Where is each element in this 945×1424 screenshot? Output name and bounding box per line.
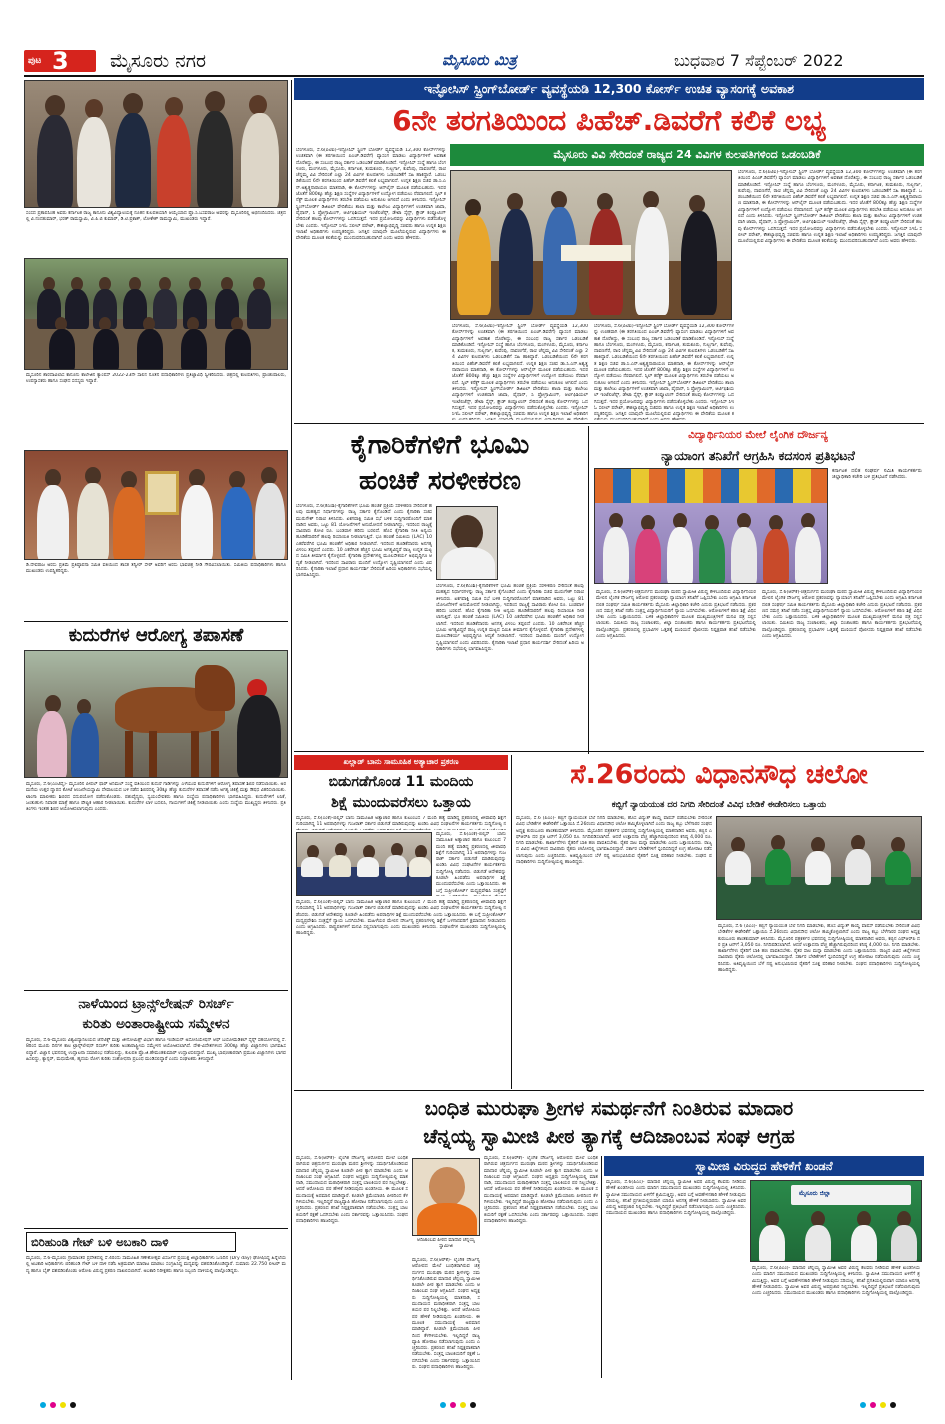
liquor-headline: ಬಿರಿಹುಂಡಿ ಗೇಟ್ ಬಳಿ ಅಬಕಾರಿ ದಾಳಿ	[31, 1235, 169, 1249]
photo-caption-3: ಡಿ.ದೇವರಾಜ ಅರಸು ಪ್ರತಿಮೆ ಪ್ರತಿಷ್ಠಾಪನಾ ಸಮಿತಿ ವತಿಯಿಂದ ಶಾಸಕ ತನ್ವೀರ್ ಸೇಠ್ ಅವರಿಗೆ ಅರಸು ಭಾವಚಿತ್ರ ನೀಡಿ ಗೌರವಿಸಲಾಯಿತು. ಸಮಿತಿಯ ಪದಾಧಿಕಾರಿಗಳು ಹಾಗೂ ಮುಖಂಡರು ಉಪಸ್ಥಿತರಿದ್ದರು.	[26, 563, 286, 575]
protest-body-col-2: ಮೈಸೂರು, ಸೆ.6(ಆರ್‌ಕೆ)-ಚಿತ್ರದುರ್ಗದ ಮುರುಘಾ ಮಠದ ಸ್ವಾಮೀಜಿ ವಿರುದ್ಧ ಕೇಳಿಬಂದಿರುವ ವಿದ್ಯಾರ್ಥಿನಿಯರ ಮೇಲಿನ ಲೈಂಗಿಕ ದೌರ್ಜನ್ಯ ಆರೋಪ ಪ್ರಕರಣವನ್ನು ನ್ಯಾಯಾಂಗ ತನಿಖೆಗೆ ಒಪ್ಪಿಸಬೇಕು ಎಂದು ಆಗ್ರಹಿಸಿ ಕರ್ನಾಟಕ ದಲಿತ ಸಂಘರ್ಷ ಸಮಿತಿ ಕಾರ್ಯಕರ್ತರು ಮೈಸೂರು ಜಿಲ್ಲಾಧಿಕಾರಿ ಕಚೇರಿ ಎದುರು ಪ್ರತಿಭಟನೆ ನಡೆಸಿದರು. ಪ್ರಕರಣದ ಸಮಗ್ರ ತನಿಖೆ ನಡೆಸಿ ಸಂತ್ರಸ್ತ ವಿದ್ಯಾರ್ಥಿನಿಯರಿಗೆ ನ್ಯಾಯ ಒದಗಿಸಬೇಕು. ಆರೋಪಿಗಳಿಗೆ ಕಠಿಣ ಶಿಕ್ಷೆ ವಿಧಿಸಬೇಕು ಎಂದು ಒತ್ತಾಯಿಸಿದರು. ಬಳಿಕ ಜಿಲ್ಲಾಧಿಕಾರಿಗಳ ಮೂಲಕ ಮುಖ್ಯಮಂತ್ರಿಗಳಿಗೆ ಮನವಿ ಪತ್ರ ಸಲ್ಲಿಸಲಾಯಿತು. ಸಮಿತಿಯ ರಾಜ್ಯ ಸಂಚಾಲಕರು, ಜಿಲ್ಲಾ ಸಂಚಾಲಕರು ಹಾಗೂ ಕಾರ್ಯಕರ್ತರು ಪ್ರತಿಭಟನೆಯಲ್ಲಿ ಪಾಲ್ಗೊಂಡಿದ್ದರು. ಪ್ರಕರಣದಲ್ಲಿ ಪ್ರಭಾವಿಗಳ ಒತ್ತಡಕ್ಕೆ ಮಣಿಯದೆ ಪೊಲೀಸರು ನಿಷ್ಪಕ್ಷಪಾತ ತನಿಖೆ ನಡೆಸಬೇಕು ಎಂದು ಆಗ್ರಹಿಸಿದರು.	[762, 590, 922, 640]
photo-farmers-press	[716, 816, 922, 920]
liquor-headline-box	[26, 1232, 236, 1252]
header-rule	[24, 75, 924, 77]
horse-headline: ಕುದುರೆಗಳ ಆರೋಗ್ಯ ತಪಾಸಣೆ	[68, 625, 244, 646]
registration-marks-left	[40, 1400, 100, 1410]
statement-body-col-1: ಮೈಸೂರು, ಸೆ.6(ಪಿಎಂ)- ಮಾದಾರ ಚೆನ್ನಯ್ಯ ಸ್ವಾಮೀಜಿ ಅವರ ವಿರುದ್ಧ ಕೆಲವರು ನೀಡಿರುವ ಹೇಳಿಕೆ ಖಂಡನೀಯ ಎಂದು ಮಾದಿಗ ಸಮುದಾಯದ ಮುಖಂಡರು ಸುದ್ದಿಗೋಷ್ಠಿಯಲ್ಲಿ ತಿಳಿಸಿದರು. ಸ್ವಾಮೀಜಿ ಸಮುದಾಯದ ಏಳಿಗೆಗೆ ಶ್ರಮಿಸುತ್ತಿದ್ದು, ಅವರ ಬಗ್ಗೆ ಅವಹೇಳನಕಾರಿ ಹೇಳಿಕೆ ನೀಡುವುದು ಸರಿಯಲ್ಲ. ತನಿಖೆ ಪ್ರಗತಿಯಲ್ಲಿರುವಾಗ ಯಾರೂ ಅನಗತ್ಯ ಹೇಳಿಕೆ ನೀಡಬಾರದು. ಸ್ವಾಮೀಜಿ ಅವರ ವಿರುದ್ಧ ಅಪಪ್ರಚಾರ ನಿಲ್ಲಿಸಬೇಕು. ಇಲ್ಲದಿದ್ದರೆ ಪ್ರತಿಭಟನೆ ನಡೆಸಲಾಗುವುದು ಎಂದು ಎಚ್ಚರಿಸಿದರು. ಸಮುದಾಯದ ಮುಖಂಡರು ಹಾಗೂ ಪದಾಧಿಕಾರಿಗಳು ಸುದ್ದಿಗೋಷ್ಠಿಯಲ್ಲಿ ಪಾಲ್ಗೊಂಡಿದ್ದರು.	[606, 1180, 746, 1217]
protest-headline: ನ್ಯಾಯಾಂಗ ತನಿಖೆಗೆ ಆಗ್ರಹಿಸಿ ಕದಸಂಸ ಪ್ರತಿಭಟನೆ	[661, 448, 855, 463]
photo-caption-1: ಸಂಸದ ಪ್ರತಾಪಸಿಂಹ ಅವರು ಕರ್ನಾಟಕ ರಾಜ್ಯ ಕಾನೂನು ವಿಶ್ವವಿದ್ಯಾಲಯಕ್ಕೆ ನೂತನ ಕುಲಪತಿಯಾಗಿ ಆಯ್ಕೆಯಾದ ಪ್ರೊ.ಸಿ.ಬಸವರಾಜ ಅವರನ್ನು ಮೈಸೂರಿನಲ್ಲಿ ಅಭಿನಂದಿಸಿದರು. ಚಿತ್ರದಲ್ಲಿ ವಿ.ನಂದಕುಮಾರ್, ಭರತ್ ರಾಮಸ್ವಾಮಿ, ವಿ.ಪಿ.ಬಿ ಕುಮಾರ್, ಡಿ.ಟಿ.ಪ್ರಕಾಶ್, ಲೋಕೇಶ್ ರಾಮಸ್ವಾಮಿ, ಮುಖಂಡರು ಇದ್ದಾರೆ.	[26, 211, 286, 223]
lead-kicker-bar	[294, 78, 924, 100]
masthead: ಮೈಸೂರು ಮಿತ್ರ	[442, 51, 517, 69]
column-rule	[291, 80, 292, 1380]
land-body-col-2: ಬೆಂಗಳೂರು, ಸೆ.6(ಕೆಎಂಶಿ)-ಕೈಗಾರಿಕೆಗಳಿಗೆ ಭೂಮಿ ಹಂಚಿಕೆ ಪ್ರಕ್ರಿಯೆ ಸರಳೀಕರಣ ಸೇರಿದಂತೆ ಹಲವು ಮಹತ್ವದ ನಿರ್ಧಾರಗಳನ್ನು ರಾಜ್ಯ ಸರ್ಕಾರ ಕೈಗೊಂಡಿದೆ ಎಂದು ಕೈಗಾರಿಕಾ ಸಚಿವ ಮುರುಗೇಶ್ ನಿರಾಣಿ ತಿಳಿಸಿದರು. ಏಕಗವಾಕ್ಷಿ ಸಮಿತಿ ಸಭೆ ಬಳಿಕ ಸುದ್ದಿಗಾರರೊಂದಿಗೆ ಮಾತನಾಡಿದ ಅವರು, ಒಟ್ಟು 81 ಯೋಜನೆಗಳಿಗೆ ಅನುಮೋದನೆ ನೀಡಲಾಗಿದ್ದು, ಇದರಿಂದ ರಾಜ್ಯಕ್ಕೆ ಸಾವಿರಾರು ಕೋಟಿ ರೂ. ಬಂಡವಾಳ ಹರಿದು ಬರಲಿದೆ. ಹೊಸ ಕೈಗಾರಿಕಾ ನೀತಿ ಅನ್ವಯ ಹೂಡಿಕೆದಾರರಿಗೆ ಹಲವು ರಿಯಾಯಿತಿ ನೀಡಲಾಗುತ್ತಿದೆ. ಭೂ ಹಂಚಿಕೆ ಸಮಿತಿಯ (LAC) 10 ಎಕರೆವರೆಗಿನ ಭೂಮಿ ಹಂಚಿಕೆಗೆ ಅಧಿಕಾರ ನೀಡಲಾಗಿದೆ. ಇದರಿಂದ ಹೂಡಿಕೆದಾರರು ಅನಗತ್ಯ ವಿಳಂಬ ತಪ್ಪಲಿದೆ ಎಂದರು. 10 ಎಕರೆಗಿಂತ ಹೆಚ್ಚಿನ ಭೂಮಿ ಅಗತ್ಯವಿದ್ದರೆ ರಾಜ್ಯ ಉನ್ನತ ಮಟ್ಟದ ಸಮಿತಿ ತೀರ್ಮಾನ ಕೈಗೊಳ್ಳಲಿದೆ. ಕೈಗಾರಿಕಾ ಪ್ರದೇಶಗಳಲ್ಲಿ ಮೂಲಸೌಕರ್ಯ ಅಭಿವೃದ್ಧಿಗೂ ಆದ್ಯತೆ ನೀಡಲಾಗಿದೆ. ಇದರಿಂದ ಸಾವಿರಾರು ಮಂದಿಗೆ ಉದ್ಯೋಗ ಸೃಷ್ಟಿಯಾಗಲಿದೆ ಎಂದು ವಿವರಿಸಿದರು. ಕೈಗಾರಿಕಾ ಇಲಾಖೆ ಪ್ರಧಾನ ಕಾರ್ಯದರ್ಶಿ ಸೇರಿದಂತೆ ಹಿರಿಯ ಅಧಿಕಾರಿಗಳು ಸಭೆಯಲ್ಲಿ ಭಾಗವಹಿಸಿದ್ದರು.	[436, 584, 584, 652]
conference-body: ಮೈಸೂರು, ಸೆ.6-ಮೈಸೂರು ವಿಶ್ವವಿದ್ಯಾನಿಲಯದ ಜೆನೆಟಿಕ್ಸ್ ಮತ್ತು ಜೀನೋಮಿಕ್ಸ್ ವಿಭಾಗ ಹಾಗೂ ಇಂಡಿಯನ್ ಅಸೋಸಿಯೇಷನ್ ಆಫ್ ಬಯೋಮೆಡಿಕಲ್ ಸೈನ್ಸ್ ಸಹಯೋಗದಲ್ಲಿ ಸೆ.8ರಿಂದ ಮೂರು ದಿನಗಳ ಕಾಲ ಟ್ರಾನ್ಸ್‌ಲೇಷನ್ ರಿಸರ್ಚ್ ಕುರಿತು ಅಂತಾರಾಷ್ಟ್ರೀಯ ಸಮ್ಮೇಳನ ಆಯೋಜಿಸಲಾಗಿದೆ. ದೇಶ-ವಿದೇಶಗಳಿಂದ 300ಕ್ಕೂ ಹೆಚ್ಚು ವಿಜ್ಞಾನಿಗಳು ಭಾಗವಹಿಸಲಿದ್ದಾರೆ. ವಿಜ್ಞಾನ ಭವನದಲ್ಲಿ ಉದ್ಘಾಟನಾ ಸಮಾರಂಭ ನಡೆಯಲಿದ್ದು, ಕುಲಪತಿ ಪ್ರೊ.ಜಿ.ಹೇಮಂತಕುಮಾರ್ ಉದ್ಘಾಟಿಸಲಿದ್ದಾರೆ. ಮುಖ್ಯ ಭಾಷಣಕಾರರಾಗಿ ಪ್ರಮುಖ ವಿಜ್ಞಾನಿಗಳು ಭಾಗವಹಿಸಲಿದ್ದು, ಕ್ಯಾನ್ಸರ್, ಮಧುಮೇಹ, ಹೃದಯ ರೋಗ ಕುರಿತು ಸಂಶೋಧನಾ ಪ್ರಬಂಧ ಮಂಡಿಸಲಿದ್ದಾರೆ ಎಂದು ಸಂಘಟಕರು ತಿಳಿಸಿದ್ದಾರೆ.	[26, 1038, 286, 1062]
lead-body-col-2: ಬೆಂಗಳೂರು, ಸೆ.6(ಪಿಟಿಐ)-ಇನ್ಫೋಸಿಸ್ ಸ್ಪ್ರಿಂಗ್ ಬೋರ್ಡ್ ವ್ಯವಸ್ಥೆಯಡಿ 12,300 ಕೋರ್ಸ್‌ಗಳನ್ನು ಉಚಿತವಾಗಿ (ಈ ತರಗತಿಯಿಂದ ಪಿಎಚ್.ಡಿವರೆಗೆ) ವ್ಯಾಸಂಗ ಮಾಡಲು ವಿದ್ಯಾರ್ಥಿಗಳಿಗೆ ಅವಕಾಶ ದೊರೆತಿದ್ದು, ಈ ಸಂಬಂಧ ರಾಜ್ಯ ಸರ್ಕಾರ ಒಡಂಬಡಿಕೆ ಮಾಡಿಕೊಂಡಿದೆ. ಇನ್ಫೋಸಿಸ್ ಸಂಸ್ಥೆ ಹಾಗೂ ಬೆಂಗಳೂರು, ಮಂಗಳೂರು, ಮೈಸೂರು, ಕರ್ನಾಟಕ, ತುಮಕೂರು, ಗುಲ್ಬರ್ಗಾ, ಕುವೆಂಪು, ದಾವಣಗೆರೆ, ರಾಣಿ ಚೆನ್ನಮ್ಮ ವಿವಿ ಸೇರಿದಂತೆ ಎಲ್ಲಾ 24 ವಿವಿಗಳ ಕುಲಪತಿಗಳು ಒಡಂಬಡಿಕೆಗೆ ಸಹಿ ಹಾಕಿದ್ದಾರೆ. ಒಡಂಬಡಿಕೆಯಿಂದ 6ನೇ ತರಗತಿಯಿಂದ ಪಿಹೆಚ್.ಡಿವರೆಗೆ ಕಲಿಕೆ ಲಭ್ಯವಾಗಲಿದೆ. ಉನ್ನತ ಶಿಕ್ಷಣ ಸಚಿವ ಡಾ.ಸಿ.ಎನ್.ಅಶ್ವತ್ಥನಾರಾಯಣ ಮಾತನಾಡಿ, ಈ ಕೋರ್ಸ್‌ಗಳನ್ನು ಆನ್‌ಲೈನ್ ಮೂಲಕ ಪಡೆಯಬಹುದು. ಇದರ ಜೊತೆಗೆ 800ಕ್ಕೂ ಹೆಚ್ಚು ಶಿಕ್ಷಣ ಸಂಸ್ಥೆಗಳ ವಿದ್ಯಾರ್ಥಿಗಳಿಗೆ ಉದ್ಯೋಗ ಪಡೆಯಲು ನೆರವಾಗಲಿದೆ. ಸ್ಕಿಲ್ ಕನೆಕ್ಟ್ ಮೂಲಕ ವಿದ್ಯಾರ್ಥಿಗಳು ತರಬೇತಿ ಪಡೆಯಲು ಅನುಕೂಲ ಆಗಲಿದೆ ಎಂದು ತಿಳಿಸಿದರು. ಇನ್ಫೋಸಿಸ್ ಸ್ಪ್ರಿಂಗ್‌ಬೋರ್ಡ್ ಡಿಜಿಟಲ್ ವೇದಿಕೆಯು ಶಾಲಾ ಮತ್ತು ಕಾಲೇಜು ವಿದ್ಯಾರ್ಥಿಗಳಿಗೆ ಉಚಿತವಾಗಿ ಜಾವಾ, ಪೈಥಾನ್, ಸಿ ಪ್ರೋಗ್ರಾಮಿಂಗ್, ಆರ್ಟಿಫಿಶಿಯಲ್ ಇಂಟೆಲಿಜೆನ್ಸ್, ಡೇಟಾ ಸೈನ್ಸ್, ಕ್ಲೌಡ್ ಕಂಪ್ಯೂಟಿಂಗ್ ಸೇರಿದಂತೆ ಹಲವು ಕೋರ್ಸ್‌ಗಳನ್ನು ಒದಗಿಸುತ್ತದೆ. ಇದರ ಪ್ರಯೋಜನವನ್ನು ವಿದ್ಯಾರ್ಥಿಗಳು ಪಡೆದುಕೊಳ್ಳಬೇಕು ಎಂದರು. ಇನ್ಫೋಸಿಸ್ ಸಿಇಓ ಸಲೀಲ್ ಪರೇಖ್, ಕೌಶಲ್ಯಾಭಿವೃದ್ಧಿ ಸಚಿವರು ಹಾಗೂ ಉನ್ನತ ಶಿಕ್ಷಣ ಇಲಾಖೆ ಅಧಿಕಾರಿಗ	[452, 324, 588, 418]
lead-subhead: ಮೈಸೂರು ವಿವಿ ಸೇರಿದಂತೆ ರಾಜ್ಯದ 24 ವಿವಿಗಳ ಕುಲಪತಿಗಳಿಂದ ಒಡಂಬಡಿಕೆ	[553, 148, 821, 161]
horse-body: ಮೈಸೂರು, ಸೆ.6(ಎಂಟಿವೈ)- ಮೈಸೂರಿನ ಪೀಪಲ್ ಫಾರ್ ಅನಿಮಲ್ ಸಂಸ್ಥೆ ವತಿಯಿಂದ ಕುದುರೆ ಗಾಡಿಗಳನ್ನು ಎಳೆಯುವ ಕುದುರೆಗಳಿಗೆ ಆರೋಗ್ಯ ತಪಾಸಣೆ ಶಿಬಿರ ನಡೆಸಲಾಯಿತು. ಅರಮನೆಯ ಉತ್ತರ ದ್ವಾರದ ಕೋಟೆ ಆಂಜನೇಯಸ್ವಾಮಿ ದೇವಾಲಯದ ಬಳಿ ನಡೆದ ಶಿಬಿರದಲ್ಲಿ 30ಕ್ಕೂ ಹೆಚ್ಚು ಕುದುರೆಗಳ ತಪಾಸಣೆ ನಡೆಸಿ ಅಗತ್ಯ ಚಿಕಿತ್ಸೆ ಮತ್ತು ಔಷಧ ವಿತರಿಸಲಾಯಿತು. ಟಾಂಗಾ ಮಾಲೀಕರು ಶಿಬಿರದ ಸದುಪಯೋಗ ಪಡೆದುಕೊಂಡರು. ಪಶುವೈದ್ಯರು, ಸ್ವಯಂಸೇವಕರು ಹಾಗೂ ಸಂಸ್ಥೆಯ ಪದಾಧಿಕಾರಿಗಳು ಭಾಗವಹಿಸಿದ್ದರು. ಕುದುರೆಗಳಿಗೆ ಲಸಿಕೆ, ಜಂತುಹುಳು ನಿವಾರಕ ಮಾತ್ರೆ ಹಾಗೂ ಪೌಷ್ಟಿಕ ಆಹಾರ ನೀಡಲಾಯಿತು. ಕುದುರೆಗಳ ಲಾಳ ಬದಲಿಸಿ, ಗಾಯಗಳಿಗೆ ಚಿಕಿತ್ಸೆ ನೀಡಲಾಯಿತು ಎಂದು ಸಂಸ್ಥೆಯ ಮುಖ್ಯಸ್ಥರು ತಿಳಿಸಿದರು. ಪ್ರತಿ ತಿಂಗಳು ಇಂತಹ ಶಿಬಿರ ಆಯೋಜಿಸಲಾಗುವುದು ಎಂದರು.	[26, 782, 286, 813]
statement-banner-text: ಮೈಸೂರು ಜಿಲ್ಲಾ	[799, 1190, 831, 1197]
statement-headline: ಸ್ವಾಮೀಜಿ ವಿರುದ್ಧದ ಹೇಳಿಕೆಗೆ ಖಂಡನೆ	[695, 1159, 833, 1173]
photo-law-college	[24, 258, 288, 370]
divider	[294, 751, 924, 752]
madara-headline-2: ಚೆನ್ನಯ್ಯ ಸ್ವಾಮೀಜಿ ಪೀಠ ತ್ಯಾಗಕ್ಕೆ ಆದಿಜಾಂಬವ ಸಂಘ ಆಗ್ರಹ	[423, 1125, 795, 1148]
bidugade-body-col-2: ಮೈಸೂರು, ಸೆ.6(ಎಂಕೆ)-ಬಿಲ್ಕಿಸ್ ಬಾನು ಸಾಮೂಹಿಕ ಅತ್ಯಾಚಾರ ಹಾಗೂ ಕುಟುಂಬದ 7 ಮಂದಿ ಹತ್ಯೆ ಮಾಡಿದ್ದ ಪ್ರಕರಣದಲ್ಲಿ ಜೀವಾವಧಿ ಶಿಕ್ಷೆಗೆ ಗುರಿಯಾಗಿದ್ದ 11 ಅಪರಾಧಿಗಳನ್ನು ಗುಜರಾತ್ ಸರ್ಕಾರ ಬಿಡುಗಡೆ ಮಾಡಿರುವುದನ್ನು ಖಂಡಿಸಿ ವಿವಿಧ ಸಂಘಟನೆಗಳ ಕಾರ್ಯಕರ್ತರು ಸುದ್ದಿಗೋಷ್ಠಿ ನಡೆಸಿದರು. ಬಿಡುಗಡೆ ಆದೇಶವನ್ನು ಕೂಡಲೇ ಹಿಂಪಡೆದು ಅಪರಾಧಿಗಳ ಶಿಕ್ಷೆ ಮುಂದುವರೆಸಬೇಕು ಎಂದು ಒತ್ತಾಯಿಸಿದರು. ಈ ಬಗ್ಗೆ ಸುಪ್ರೀಂಕೋರ್ಟ್ ಮಧ್ಯಪ್ರವೇಶಿಸಿ ಸಂತ್ರಸ್ತೆಗೆ ನ್ಯಾಯ ಒದಗಿಸಬೇಕು. ಮಹಿಳೆಯರ ಮೇಲಿನ ದೌರ್ಜನ್ಯ ಪ್ರಕರಣಗಳಲ್ಲಿ ಶಿಕ್ಷೆಗೆ ಒಳಗಾದವರಿಗೆ ಕ್ಷಮಾದಾನ ನೀಡಬಾರದು ಎಂದು ಆಗ್ರಹಿಸಿದರು. ರಾಷ್ಟ್ರಪತಿಗಳಿಗೆ ಮನವಿ ಸಲ್ಲಿಸಲಾಗುವುದು ಎಂದು ಮುಖಂಡರು ತಿಳಿಸಿದರು. ಸಂಘಟನೆಗಳ ಮುಖಂಡರು ಸುದ್ದಿಗೋಷ್ಠಿಯಲ್ಲಿ ಹಾಜರಿದ್ದರು.	[296, 900, 506, 937]
registration-marks-center	[440, 1400, 500, 1410]
photo-protest	[594, 468, 828, 584]
divider	[294, 423, 924, 424]
lead-body-col-4: ಬೆಂಗಳೂರು, ಸೆ.6(ಪಿಟಿಐ)-ಇನ್ಫೋಸಿಸ್ ಸ್ಪ್ರಿಂಗ್ ಬೋರ್ಡ್ ವ್ಯವಸ್ಥೆಯಡಿ 12,300 ಕೋರ್ಸ್‌ಗಳನ್ನು ಉಚಿತವಾಗಿ (ಈ ತರಗತಿಯಿಂದ ಪಿಎಚ್.ಡಿವರೆಗೆ) ವ್ಯಾಸಂಗ ಮಾಡಲು ವಿದ್ಯಾರ್ಥಿಗಳಿಗೆ ಅವಕಾಶ ದೊರೆತಿದ್ದು, ಈ ಸಂಬಂಧ ರಾಜ್ಯ ಸರ್ಕಾರ ಒಡಂಬಡಿಕೆ ಮಾಡಿಕೊಂಡಿದೆ. ಇನ್ಫೋಸಿಸ್ ಸಂಸ್ಥೆ ಹಾಗೂ ಬೆಂಗಳೂರು, ಮಂಗಳೂರು, ಮೈಸೂರು, ಕರ್ನಾಟಕ, ತುಮಕೂರು, ಗುಲ್ಬರ್ಗಾ, ಕುವೆಂಪು, ದಾವಣಗೆರೆ, ರಾಣಿ ಚೆನ್ನಮ್ಮ ವಿವಿ ಸೇರಿದಂತೆ ಎಲ್ಲಾ 24 ವಿವಿಗಳ ಕುಲಪತಿಗಳು ಒಡಂಬಡಿಕೆಗೆ ಸಹಿ ಹಾಕಿದ್ದಾರೆ. ಒಡಂಬಡಿಕೆಯಿಂದ 6ನೇ ತರಗತಿಯಿಂದ ಪಿಹೆಚ್.ಡಿವರೆಗೆ ಕಲಿಕೆ ಲಭ್ಯವಾಗಲಿದೆ. ಉನ್ನತ ಶಿಕ್ಷಣ ಸಚಿವ ಡಾ.ಸಿ.ಎನ್.ಅಶ್ವತ್ಥನಾರಾಯಣ ಮಾತನಾಡಿ, ಈ ಕೋರ್ಸ್‌ಗಳನ್ನು ಆನ್‌ಲೈನ್ ಮೂಲಕ ಪಡೆಯಬಹುದು. ಇದರ ಜೊತೆಗೆ 800ಕ್ಕೂ ಹೆಚ್ಚು ಶಿಕ್ಷಣ ಸಂಸ್ಥೆಗಳ ವಿದ್ಯಾರ್ಥಿಗಳಿಗೆ ಉದ್ಯೋಗ ಪಡೆಯಲು ನೆರವಾಗಲಿದೆ. ಸ್ಕಿಲ್ ಕನೆಕ್ಟ್ ಮೂಲಕ ವಿದ್ಯಾರ್ಥಿಗಳು ತರಬೇತಿ ಪಡೆಯಲು ಅನುಕೂಲ ಆಗಲಿದೆ ಎಂದು ತಿಳಿಸಿದರು. ಇನ್ಫೋಸಿಸ್ ಸ್ಪ್ರಿಂಗ್‌ಬೋರ್ಡ್ ಡಿಜಿಟಲ್ ವೇದಿಕೆಯು ಶಾಲಾ ಮತ್ತು ಕಾಲೇಜು ವಿದ್ಯಾರ್ಥಿಗಳಿಗೆ ಉಚಿತವಾಗಿ ಜಾವಾ, ಪೈಥಾನ್, ಸಿ ಪ್ರೋಗ್ರಾಮಿಂಗ್, ಆರ್ಟಿಫಿಶಿಯಲ್ ಇಂಟೆಲಿಜೆನ್ಸ್, ಡೇಟಾ ಸೈನ್ಸ್, ಕ್ಲೌಡ್ ಕಂಪ್ಯೂಟಿಂಗ್ ಸೇರಿದಂತೆ ಹಲವು ಕೋರ್ಸ್‌ಗಳನ್ನು ಒದಗಿಸುತ್ತದೆ. ಇದರ ಪ್ರಯೋಜನವನ್ನು ವಿದ್ಯಾರ್ಥಿಗಳು ಪಡೆದುಕೊಳ್ಳಬೇಕು ಎಂದರು. ಇನ್ಫೋಸಿಸ್ ಸಿಇಓ ಸಲೀಲ್ ಪರೇಖ್, ಕೌಶಲ್ಯಾಭಿವೃದ್ಧಿ ಸಚಿವರು ಹಾಗೂ ಉನ್ನತ ಶಿಕ್ಷಣ ಇಲಾಖೆ ಅಧಿಕಾರಿಗಳು ಉಪಸ್ಥಿತರಿದ್ದರು. ಜಗತ್ತಿನ ಯಾವುದೇ ಮೂಲೆಯಲ್ಲಿರುವ ವಿದ್ಯಾರ್ಥಿಗಳು ಈ ವೇದಿಕೆಯ ಮೂಲಕ ಕಲಿಕೆಯನ್ನು ಮುಂದುವರಿಸಬಹುದಾಗಿದೆ ಎಂದು ಅವರು ಹೇಳಿದರು.	[738, 170, 922, 245]
column-rule	[511, 755, 512, 1089]
lead-kicker: ಇನ್ಫೋಸಿಸ್ ಸ್ಪ್ರಿಂಗ್‌ಬೋರ್ಡ್ ವ್ಯವಸ್ಥೆಯಡಿ 12,300 ಕೋರ್ಸ್ ಉಚಿತ ವ್ಯಾಸಂಗಕ್ಕೆ ಅವಕಾಶ	[423, 81, 795, 96]
column-rule	[588, 426, 589, 754]
protest-kicker: ವಿದ್ಯಾರ್ಥಿನಿಯರ ಮೇಲೆ ಲೈಂಗಿಕ ದೌರ್ಜನ್ಯ	[688, 429, 828, 441]
photo-madara-swamiji	[412, 1158, 480, 1236]
divider	[24, 1228, 288, 1229]
vidhana-body-col-2: ಮೈಸೂರು, ಸೆ.6 (ಪಿಎಂ)- ಕಬ್ಬಿಗೆ ನ್ಯಾಯಯುತ ಬೆಲೆ ನಿಗದಿ ಮಾಡಬೇಕು, ಹೊಸ ವಿದ್ಯುತ್ ಕಾಯ್ದೆ ವಾಪಸ್ ಪಡೆಯಬೇಕು ಸೇರಿದಂತೆ ವಿವಿಧ ಬೇಡಿಕೆಗಳ ಈಡೇರಿಕೆಗೆ ಒತ್ತಾಯಿಸಿ ಸೆ.26ರಂದು ವಿಧಾನಸೌಧ ಚಲೋ ಹಮ್ಮಿಕೊಳ್ಳಲಾಗಿದೆ ಎಂದು ರಾಜ್ಯ ಕಬ್ಬು ಬೆಳೆಗಾರರ ಸಂಘದ ಅಧ್ಯಕ್ಷ ಕುರುಬೂರು ಶಾಂತಕುಮಾರ್ ತಿಳಿಸಿದರು. ಮೈಸೂರಿನ ಪತ್ರಕರ್ತರ ಭವನದಲ್ಲಿ ಸುದ್ದಿಗೋಷ್ಠಿಯಲ್ಲಿ ಮಾತನಾಡಿದ ಅವರು, ಕಬ್ಬಿನ ಎಫ್‌ಆರ್‌ಪಿ ದರ ಪ್ರತಿ ಟನ್‌ಗೆ 3,050 ರೂ. ನಿಗದಿಪಡಿಸಲಾಗಿದೆ. ಆದರೆ ಉತ್ಪಾದನಾ ವೆಚ್ಚ ಹೆಚ್ಚಾಗಿರುವುದರಿಂದ ಕನಿಷ್ಠ 4,000 ರೂ. ನಿಗದಿ ಮಾಡಬೇಕು. ಕಾರ್ಖಾನೆಗಳು ರೈತರಿಗೆ ಬಾಕಿ ಹಣ ಪಾವತಿಸಬೇಕು. ರೈತರ ಸಾಲ ಮನ್ನಾ ಮಾಡಬೇಕು ಎಂದು ಒತ್ತಾಯಿಸಿದರು. ರಾಜ್ಯದ ವಿವಿಧ ಜಿಲ್ಲೆಗಳಿಂದ ಸಾವಿರಾರು ರೈತರು ಚಲೋದಲ್ಲಿ ಭಾಗವಹಿಸಲಿದ್ದಾರೆ. ಸರ್ಕಾರ ಬೇಡಿಕೆಗಳಿಗೆ ಸ್ಪಂದಿಸದಿದ್ದರೆ ಉಗ್ರ ಹೋರಾಟ ನಡೆಸಲಾಗುವುದು ಎಂದು ಎಚ್ಚರಿಸಿದರು. ಅತಿವೃಷ್ಟಿಯಿಂದ ಬೆಳೆ ನಷ್ಟ ಅನುಭವಿಸಿರುವ ರೈತರಿಗೆ ಸೂಕ್ತ ಪರಿಹಾರ ನೀಡಬೇಕು. ಸಂಘದ ಪದಾಧಿಕಾರಿಗಳು ಸುದ್ದಿಗೋಷ್ಠಿಯಲ್ಲಿ ಹಾಜರಿದ್ದರು.	[718, 924, 920, 974]
madara-body-col-3: ಮೈಸೂರು, ಸೆ.6(ಆರ್‌ಕೆ)- ಲೈಂಗಿಕ ದೌರ್ಜನ್ಯ ಆರೋಪದ ಮೇಲೆ ಬಂಧಿತರಾಗಿರುವ ಚಿತ್ರದುರ್ಗದ ಮುರುಘಾ ಮಠದ ಶ್ರೀಗಳನ್ನು ಸಮರ್ಥಿಸಿಕೊಂಡಿರುವ ಮಾದಾರ ಚೆನ್ನಯ್ಯ ಸ್ವಾಮೀಜಿ ಕೂಡಲೇ ಪೀಠ ತ್ಯಾಗ ಮಾಡಬೇಕು ಎಂದು ಆದಿಜಾಂಬವ ಸಂಘ ಆಗ್ರಹಿಸಿದೆ. ಸಂಘದ ಅಧ್ಯಕ್ಷರು ಸುದ್ದಿಗೋಷ್ಠಿಯಲ್ಲಿ ಮಾತನಾಡಿ, ಸಮುದಾಯದ ಮಠಾಧೀಶರಾಗಿ ಸಂತ್ರಸ್ತ ಬಾಲಕಿಯರ ಪರ ನಿಲ್ಲಬೇಕಿತ್ತು. ಆದರೆ ಆರೋಪಿಯ ಪರ ಹೇಳಿಕೆ ನೀಡಿರುವುದು ಖಂಡನೀಯ. ಈ ಮೂಲಕ ಸಮುದಾಯಕ್ಕೆ ಅಪಮಾನ ಮಾಡಿದ್ದಾರೆ. ಕೂಡಲೇ ಕ್ಷಮೆಯಾಚಿಸಿ ಪೀಠದಿಂದ ಕೆಳಗಿಳಿಯಬೇಕು. ಇಲ್ಲದಿದ್ದರೆ ರಾಜ್ಯವ್ಯಾಪಿ ಹೋರಾಟ ನಡೆಸಲಾಗುವುದು ಎಂದು ಎಚ್ಚರಿಸಿದರು. ಪ್ರಕರಣದ ತನಿಖೆ ನಿಷ್ಪಕ್ಷಪಾತವಾಗಿ ನಡೆಯಬೇಕು. ಸಂತ್ರಸ್ತ ಬಾಲಕಿಯರಿಗೆ ರಕ್ಷಣೆ ಒದಗಿಸಬೇಕು ಎಂದು ಸರ್ಕಾರವನ್ನು ಒತ್ತಾಯಿಸಿದರು. ಸಂಘದ ಪದಾಧಿಕಾರಿಗಳು ಹಾಜರಿದ್ದರು.	[484, 1156, 598, 1224]
land-headline-1: ಕೈಗಾರಿಕೆಗಳಿಗೆ ಭೂಮಿ	[350, 430, 530, 460]
vidhana-headline: ಸೆ.26ರಂದು ವಿಧಾನಸೌಧ ಚಲೋ	[570, 759, 868, 790]
madara-body-col-2: ಮೈಸೂರು, ಸೆ.6(ಆರ್‌ಕೆ)- ಲೈಂಗಿಕ ದೌರ್ಜನ್ಯ ಆರೋಪದ ಮೇಲೆ ಬಂಧಿತರಾಗಿರುವ ಚಿತ್ರದುರ್ಗದ ಮುರುಘಾ ಮಠದ ಶ್ರೀಗಳನ್ನು ಸಮರ್ಥಿಸಿಕೊಂಡಿರುವ ಮಾದಾರ ಚೆನ್ನಯ್ಯ ಸ್ವಾಮೀಜಿ ಕೂಡಲೇ ಪೀಠ ತ್ಯಾಗ ಮಾಡಬೇಕು ಎಂದು ಆದಿಜಾಂಬವ ಸಂಘ ಆಗ್ರಹಿಸಿದೆ. ಸಂಘದ ಅಧ್ಯಕ್ಷರು ಸುದ್ದಿಗೋಷ್ಠಿಯಲ್ಲಿ ಮಾತನಾಡಿ, ಸಮುದಾಯದ ಮಠಾಧೀಶರಾಗಿ ಸಂತ್ರಸ್ತ ಬಾಲಕಿಯರ ಪರ ನಿಲ್ಲಬೇಕಿತ್ತು. ಆದರೆ ಆರೋಪಿಯ ಪರ ಹೇಳಿಕೆ ನೀಡಿರುವುದು ಖಂಡನೀಯ. ಈ ಮೂಲಕ ಸಮುದಾಯಕ್ಕೆ ಅಪಮಾನ ಮಾಡಿದ್ದಾರೆ. ಕೂಡಲೇ ಕ್ಷಮೆಯಾಚಿಸಿ ಪೀಠದಿಂದ ಕೆಳಗಿಳಿಯಬೇಕು. ಇಲ್ಲದಿದ್ದರೆ ರಾಜ್ಯವ್ಯಾಪಿ ಹೋರಾಟ ನಡೆಸಲಾಗುವುದು ಎಂದು ಎಚ್ಚರಿಸಿದರು. ಪ್ರಕರಣದ ತನಿಖೆ ನಿಷ್ಪಕ್ಷಪಾತವಾಗಿ ನಡೆಯಬೇಕು. ಸಂತ್ರಸ್ತ ಬಾಲಕಿಯರಿಗೆ ರಕ್ಷಣೆ ಒದಗಿಸಬೇಕು ಎಂದು ಸರ್ಕಾರವನ್ನು ಒತ್ತಾಯಿಸಿದರು. ಸಂಘದ ಪದಾಧಿಕಾರಿಗಳು ಹಾಜರಿದ್ದರು.	[412, 1258, 480, 1371]
statement-headline-bar	[604, 1156, 924, 1176]
conference-headline-2: ಕುರಿತು ಅಂತಾರಾಷ್ಟ್ರೀಯ ಸಮ್ಮೇಳನ	[82, 1016, 230, 1032]
vidhana-subhead: ಕಬ್ಬಿಗೆ ನ್ಯಾಯಯುತ ದರ ನಿಗದಿ ಸೇರಿದಂತೆ ವಿವಿಧ ಬೇಡಿಕೆ ಈಡೇರಿಸಲು ಒತ್ತಾಯ	[611, 800, 827, 810]
madara-headline-1: ಬಂಧಿತ ಮುರುಘಾ ಶ್ರೀಗಳ ಸಮರ್ಥನೆಗೆ ನಿಂತಿರುವ ಮಾದಾರ	[424, 1097, 794, 1120]
registration-marks-right	[860, 1400, 920, 1410]
bidugade-body-col-1: ಮೈಸೂರು, ಸೆ.6(ಎಂಕೆ)-ಬಿಲ್ಕಿಸ್ ಬಾನು ಸಾಮೂಹಿಕ ಅತ್ಯಾಚಾರ ಹಾಗೂ ಕುಟುಂಬದ 7 ಮಂದಿ ಹತ್ಯೆ ಮಾಡಿದ್ದ ಪ್ರಕರಣದಲ್ಲಿ ಜೀವಾವಧಿ ಶಿಕ್ಷೆಗೆ ಗುರಿಯಾಗಿದ್ದ 11 ಅಪರಾಧಿಗಳನ್ನು ಗುಜರಾತ್ ಸರ್ಕಾರ ಬಿಡುಗಡೆ ಮಾಡಿರುವುದನ್ನು ಖಂಡಿಸಿ ವಿವಿಧ ಸಂಘಟನೆಗಳ ಕಾರ್ಯಕರ್ತರು ಸುದ್ದಿಗೋಷ್ಠಿ ನಡೆಸಿದರು. ಬಿಡುಗಡೆ ಆದೇಶವನ್ನು ಕೂಡಲೇ ಹಿಂಪಡೆದು ಅಪರಾಧಿಗಳ ಶಿಕ್ಷೆ ಮುಂದುವರೆಸಬೇಕು ಎಂದು ಒತ್ತಾಯಿಸಿದರು. ಈ ಬಗ್ಗೆ ಸುಪ್ರೀಂಕೋರ್ಟ್ ಮಧ್ಯಪ್ರವೇಶಿಸಿ ಸಂತ್ರಸ್ತೆಗೆ	[436, 832, 506, 894]
bidugade-intro: ಮೈಸೂರು, ಸೆ.6(ಎಂಕೆ)-ಬಿಲ್ಕಿಸ್ ಬಾನು ಸಾಮೂಹಿಕ ಅತ್ಯಾಚಾರ ಹಾಗೂ ಕುಟುಂಬದ 7 ಮಂದಿ ಹತ್ಯೆ ಮಾಡಿದ್ದ ಪ್ರಕರಣದಲ್ಲಿ ಜೀವಾವಧಿ ಶಿಕ್ಷೆಗೆ ಗುರಿಯಾಗಿದ್ದ 11 ಅಪರಾಧಿಗಳನ್ನು ಗುಜರಾತ್ ಸರ್ಕಾರ ಬಿಡುಗಡೆ ಮಾಡಿರುವುದನ್ನು ಖಂಡಿಸಿ ವಿವಿಧ ಸಂಘಟನೆಗಳ ಕಾರ್ಯಕರ್ತರು ಸುದ್ದಿಗೋಷ್ಠಿ ನ	[296, 816, 506, 828]
photo-statement-press	[750, 1180, 922, 1262]
photo-caption-2: ಮೈಸೂರಿನ ಶಾರದಾವಿಲಾಸ ಕಾನೂನು ಕಾಲೇಜಿನ ಕ್ಯಾಂಪಸ್ 2022-23ನೇ ಸಾಲಿನ ನೂತನ ಪದಾಧಿಕಾರಿಗಳು ಪ್ರತಿಜ್ಞಾವಿಧಿ ಸ್ವೀಕರಿಸಿದರು. ಚಿತ್ರದಲ್ಲಿ ಕುಲಪತಿಗಳು, ಪ್ರಾಂಶುಪಾಲರು, ಉಪನ್ಯಾಸಕರು ಹಾಗೂ ಸಂಘದ ಸದಸ್ಯರು ಇದ್ದಾರೆ.	[26, 373, 286, 385]
date-line: ಬುಧವಾರ 7 ಸೆಪ್ಟೆಂಬರ್ 2022	[674, 51, 844, 70]
lead-body-col-1: ಬೆಂಗಳೂರು, ಸೆ.6(ಪಿಟಿಐ)-ಇನ್ಫೋಸಿಸ್ ಸ್ಪ್ರಿಂಗ್ ಬೋರ್ಡ್ ವ್ಯವಸ್ಥೆಯಡಿ 12,300 ಕೋರ್ಸ್‌ಗಳನ್ನು ಉಚಿತವಾಗಿ (ಈ ತರಗತಿಯಿಂದ ಪಿಎಚ್.ಡಿವರೆಗೆ) ವ್ಯಾಸಂಗ ಮಾಡಲು ವಿದ್ಯಾರ್ಥಿಗಳಿಗೆ ಅವಕಾಶ ದೊರೆತಿದ್ದು, ಈ ಸಂಬಂಧ ರಾಜ್ಯ ಸರ್ಕಾರ ಒಡಂಬಡಿಕೆ ಮಾಡಿಕೊಂಡಿದೆ. ಇನ್ಫೋಸಿಸ್ ಸಂಸ್ಥೆ ಹಾಗೂ ಬೆಂಗಳೂರು, ಮಂಗಳೂರು, ಮೈಸೂರು, ಕರ್ನಾಟಕ, ತುಮಕೂರು, ಗುಲ್ಬರ್ಗಾ, ಕುವೆಂಪು, ದಾವಣಗೆರೆ, ರಾಣಿ ಚೆನ್ನಮ್ಮ ವಿವಿ ಸೇರಿದಂತೆ ಎಲ್ಲಾ 24 ವಿವಿಗಳ ಕುಲಪತಿಗಳು ಒಡಂಬಡಿಕೆಗೆ ಸಹಿ ಹಾಕಿದ್ದಾರೆ. ಒಡಂಬಡಿಕೆಯಿಂದ 6ನೇ ತರಗತಿಯಿಂದ ಪಿಹೆಚ್.ಡಿವರೆಗೆ ಕಲಿಕೆ ಲಭ್ಯವಾಗಲಿದೆ. ಉನ್ನತ ಶಿಕ್ಷಣ ಸಚಿವ ಡಾ.ಸಿ.ಎನ್.ಅಶ್ವತ್ಥನಾರಾಯಣ ಮಾತನಾಡಿ, ಈ ಕೋರ್ಸ್‌ಗಳನ್ನು ಆನ್‌ಲೈನ್ ಮೂಲಕ ಪಡೆಯಬಹುದು. ಇದರ ಜೊತೆಗೆ 800ಕ್ಕೂ ಹೆಚ್ಚು ಶಿಕ್ಷಣ ಸಂಸ್ಥೆಗಳ ವಿದ್ಯಾರ್ಥಿಗಳಿಗೆ ಉದ್ಯೋಗ ಪಡೆಯಲು ನೆರವಾಗಲಿದೆ. ಸ್ಕಿಲ್ ಕನೆಕ್ಟ್ ಮೂಲಕ ವಿದ್ಯಾರ್ಥಿಗಳು ತರಬೇತಿ ಪಡೆಯಲು ಅನುಕೂಲ ಆಗಲಿದೆ ಎಂದು ತಿಳಿಸಿದರು. ಇನ್ಫೋಸಿಸ್ ಸ್ಪ್ರಿಂಗ್‌ಬೋರ್ಡ್ ಡಿಜಿಟಲ್ ವೇದಿಕೆಯು ಶಾಲಾ ಮತ್ತು ಕಾಲೇಜು ವಿದ್ಯಾರ್ಥಿಗಳಿಗೆ ಉಚಿತವಾಗಿ ಜಾವಾ, ಪೈಥಾನ್, ಸಿ ಪ್ರೋಗ್ರಾಮಿಂಗ್, ಆರ್ಟಿಫಿಶಿಯಲ್ ಇಂಟೆಲಿಜೆನ್ಸ್, ಡೇಟಾ ಸೈನ್ಸ್, ಕ್ಲೌಡ್ ಕಂಪ್ಯೂಟಿಂಗ್ ಸೇರಿದಂತೆ ಹಲವು ಕೋರ್ಸ್‌ಗಳನ್ನು ಒದಗಿಸುತ್ತದೆ. ಇದರ ಪ್ರಯೋಜನವನ್ನು ವಿದ್ಯಾರ್ಥಿಗಳು ಪಡೆದುಕೊಳ್ಳಬೇಕು ಎಂದರು. ಇನ್ಫೋಸಿಸ್ ಸಿಇಓ ಸಲೀಲ್ ಪರೇಖ್, ಕೌಶಲ್ಯಾಭಿವೃದ್ಧಿ ಸಚಿವರು ಹಾಗೂ ಉನ್ನತ ಶಿಕ್ಷಣ ಇಲಾಖೆ ಅಧಿಕಾರಿಗಳು ಉಪಸ್ಥಿತರಿದ್ದರು. ಜಗತ್ತಿನ ಯಾವುದೇ ಮೂಲೆಯಲ್ಲಿರುವ ವಿದ್ಯಾರ್ಥಿಗಳು ಈ ವೇದಿಕೆಯ ಮೂಲಕ ಕಲಿಕೆಯನ್ನು ಮುಂದುವರಿಸಬಹುದಾಗಿದೆ ಎಂದು ಅವರು ಹೇಳಿದರು.	[296, 148, 446, 242]
divider	[24, 621, 288, 622]
section-title: ಮೈಸೂರು ನಗರ	[110, 50, 207, 72]
photo-felicitation-1	[24, 80, 288, 208]
photo-minister-nirani	[436, 506, 498, 580]
madara-body-col-1: ಮೈಸೂರು, ಸೆ.6(ಆರ್‌ಕೆ)- ಲೈಂಗಿಕ ದೌರ್ಜನ್ಯ ಆರೋಪದ ಮೇಲೆ ಬಂಧಿತರಾಗಿರುವ ಚಿತ್ರದುರ್ಗದ ಮುರುಘಾ ಮಠದ ಶ್ರೀಗಳನ್ನು ಸಮರ್ಥಿಸಿಕೊಂಡಿರುವ ಮಾದಾರ ಚೆನ್ನಯ್ಯ ಸ್ವಾಮೀಜಿ ಕೂಡಲೇ ಪೀಠ ತ್ಯಾಗ ಮಾಡಬೇಕು ಎಂದು ಆದಿಜಾಂಬವ ಸಂಘ ಆಗ್ರಹಿಸಿದೆ. ಸಂಘದ ಅಧ್ಯಕ್ಷರು ಸುದ್ದಿಗೋಷ್ಠಿಯಲ್ಲಿ ಮಾತನಾಡಿ, ಸಮುದಾಯದ ಮಠಾಧೀಶರಾಗಿ ಸಂತ್ರಸ್ತ ಬಾಲಕಿಯರ ಪರ ನಿಲ್ಲಬೇಕಿತ್ತು. ಆದರೆ ಆರೋಪಿಯ ಪರ ಹೇಳಿಕೆ ನೀಡಿರುವುದು ಖಂಡನೀಯ. ಈ ಮೂಲಕ ಸಮುದಾಯಕ್ಕೆ ಅಪಮಾನ ಮಾಡಿದ್ದಾರೆ. ಕೂಡಲೇ ಕ್ಷಮೆಯಾಚಿಸಿ ಪೀಠದಿಂದ ಕೆಳಗಿಳಿಯಬೇಕು. ಇಲ್ಲದಿದ್ದರೆ ರಾಜ್ಯವ್ಯಾಪಿ ಹೋರಾಟ ನಡೆಸಲಾಗುವುದು ಎಂದು ಎಚ್ಚರಿಸಿದರು. ಪ್ರಕರಣದ ತನಿಖೆ ನಿಷ್ಪಕ್ಷಪಾತವಾಗಿ ನಡೆಯಬೇಕು. ಸಂತ್ರಸ್ತ ಬಾಲಕಿಯರಿಗೆ ರಕ್ಷಣೆ ಒದಗಿಸಬೇಕು ಎಂದು ಸರ್ಕಾರವನ್ನು ಒತ್ತಾಯಿಸಿದರು. ಸಂಘದ ಪದಾಧಿಕಾರಿಗಳು ಹಾಜರಿದ್ದರು.	[296, 1156, 408, 1224]
bidugade-headline-1: ಬಿಡುಗಡೆಗೊಂಡ 11 ಮಂದಿಯ	[328, 774, 474, 790]
land-body-col-1: ಬೆಂಗಳೂರು, ಸೆ.6(ಕೆಎಂಶಿ)-ಕೈಗಾರಿಕೆಗಳಿಗೆ ಭೂಮಿ ಹಂಚಿಕೆ ಪ್ರಕ್ರಿಯೆ ಸರಳೀಕರಣ ಸೇರಿದಂತೆ ಹಲವು ಮಹತ್ವದ ನಿರ್ಧಾರಗಳನ್ನು ರಾಜ್ಯ ಸರ್ಕಾರ ಕೈಗೊಂಡಿದೆ ಎಂದು ಕೈಗಾರಿಕಾ ಸಚಿವ ಮುರುಗೇಶ್ ನಿರಾಣಿ ತಿಳಿಸಿದರು. ಏಕಗವಾಕ್ಷಿ ಸಮಿತಿ ಸಭೆ ಬಳಿಕ ಸುದ್ದಿಗಾರರೊಂದಿಗೆ ಮಾತನಾಡಿದ ಅವರು, ಒಟ್ಟು 81 ಯೋಜನೆಗಳಿಗೆ ಅನುಮೋದನೆ ನೀಡಲಾಗಿದ್ದು, ಇದರಿಂದ ರಾಜ್ಯಕ್ಕೆ ಸಾವಿರಾರು ಕೋಟಿ ರೂ. ಬಂಡವಾಳ ಹರಿದು ಬರಲಿದೆ. ಹೊಸ ಕೈಗಾರಿಕಾ ನೀತಿ ಅನ್ವಯ ಹೂಡಿಕೆದಾರರಿಗೆ ಹಲವು ರಿಯಾಯಿತಿ ನೀಡಲಾಗುತ್ತಿದೆ. ಭೂ ಹಂಚಿಕೆ ಸಮಿತಿಯ (LAC) 10 ಎಕರೆವರೆಗಿನ ಭೂಮಿ ಹಂಚಿಕೆಗೆ ಅಧಿಕಾರ ನೀಡಲಾಗಿದೆ. ಇದರಿಂದ ಹೂಡಿಕೆದಾರರು ಅನಗತ್ಯ ವಿಳಂಬ ತಪ್ಪಲಿದೆ ಎಂದರು. 10 ಎಕರೆಗಿಂತ ಹೆಚ್ಚಿನ ಭೂಮಿ ಅಗತ್ಯವಿದ್ದರೆ ರಾಜ್ಯ ಉನ್ನತ ಮಟ್ಟದ ಸಮಿತಿ ತೀರ್ಮಾನ ಕೈಗೊಳ್ಳಲಿದೆ. ಕೈಗಾರಿಕಾ ಪ್ರದೇಶಗಳಲ್ಲಿ ಮೂಲಸೌಕರ್ಯ ಅಭಿವೃದ್ಧಿಗೂ ಆದ್ಯತೆ ನೀಡಲಾಗಿದೆ. ಇದರಿಂದ ಸಾವಿರಾರು ಮಂದಿಗೆ ಉದ್ಯೋಗ ಸೃಷ್ಟಿಯಾಗಲಿದೆ ಎಂದು ವಿವರಿಸಿದರು. ಕೈಗಾರಿಕಾ ಇಲಾಖೆ ಪ್ರಧಾನ ಕಾರ್ಯದರ್ಶಿ ಸೇರಿದಂತೆ ಹಿರಿಯ ಅಧಿಕಾರಿಗಳು ಸಭೆಯಲ್ಲಿ ಭಾಗವಹಿಸಿದ್ದರು.	[296, 504, 432, 579]
page-header	[24, 48, 924, 74]
bidugade-headline-2: ಶಿಕ್ಷೆ ಮುಂದುವರೆಸಲು ಒತ್ತಾಯ	[331, 795, 471, 811]
bidugade-kicker-bar	[294, 755, 508, 770]
protest-body-col-1: ಮೈಸೂರು, ಸೆ.6(ಆರ್‌ಕೆ)-ಚಿತ್ರದುರ್ಗದ ಮುರುಘಾ ಮಠದ ಸ್ವಾಮೀಜಿ ವಿರುದ್ಧ ಕೇಳಿಬಂದಿರುವ ವಿದ್ಯಾರ್ಥಿನಿಯರ ಮೇಲಿನ ಲೈಂಗಿಕ ದೌರ್ಜನ್ಯ ಆರೋಪ ಪ್ರಕರಣವನ್ನು ನ್ಯಾಯಾಂಗ ತನಿಖೆಗೆ ಒಪ್ಪಿಸಬೇಕು ಎಂದು ಆಗ್ರಹಿಸಿ ಕರ್ನಾಟಕ ದಲಿತ ಸಂಘರ್ಷ ಸಮಿತಿ ಕಾರ್ಯಕರ್ತರು ಮೈಸೂರು ಜಿಲ್ಲಾಧಿಕಾರಿ ಕಚೇರಿ ಎದುರು ಪ್ರತಿಭಟನೆ ನಡೆಸಿದರು. ಪ್ರಕರಣದ ಸಮಗ್ರ ತನಿಖೆ ನಡೆಸಿ ಸಂತ್ರಸ್ತ ವಿದ್ಯಾರ್ಥಿನಿಯರಿಗೆ ನ್ಯಾಯ ಒದಗಿಸಬೇಕು. ಆರೋಪಿಗಳಿಗೆ ಕಠಿಣ ಶಿಕ್ಷೆ ವಿಧಿಸಬೇಕು ಎಂದು ಒತ್ತಾಯಿಸಿದರು. ಬಳಿಕ ಜಿಲ್ಲಾಧಿಕಾರಿಗಳ ಮೂಲಕ ಮುಖ್ಯಮಂತ್ರಿಗಳಿಗೆ ಮನವಿ ಪತ್ರ ಸಲ್ಲಿಸಲಾಯಿತು. ಸಮಿತಿಯ ರಾಜ್ಯ ಸಂಚಾಲಕರು, ಜಿಲ್ಲಾ ಸಂಚಾಲಕರು ಹಾಗೂ ಕಾರ್ಯಕರ್ತರು ಪ್ರತಿಭಟನೆಯಲ್ಲಿ ಪಾಲ್ಗೊಂಡಿದ್ದರು. ಪ್ರಕರಣದಲ್ಲಿ ಪ್ರಭಾವಿಗಳ ಒತ್ತಡಕ್ಕೆ ಮಣಿಯದೆ ಪೊಲೀಸರು ನಿಷ್ಪಕ್ಷಪಾತ ತನಿಖೆ ನಡೆಸಬೇಕು ಎಂದು ಆಗ್ರಹಿಸಿದರು.	[596, 590, 756, 640]
liquor-body: ಮೈಸೂರು, ಸೆ.6-ಮೈಸೂರು ಗ್ರಾಮಾಂತರ ಪ್ರದೇಶದಲ್ಲಿ ಸೆ.4ರಂದು ಸಾಮೂಹಿಕ ಗಣೇಶೋತ್ಸವ ವಿಸರ್ಜನೆ ಪ್ರಯುಕ್ತ ಜಿಲ್ಲಾಧಿಕಾರಿಗಳು ಒಣದಿನ (Dry day) ಘೋಷಿಸಿದ್ದ ಹಿನ್ನೆಲೆಯಲ್ಲಿ ಅಬಕಾರಿ ಅಧಿಕಾರಿಗಳು ಬಿರಿಹುಂಡಿ ಗೇಟ್ ಬಳಿ ದಾಳಿ ನಡೆಸಿ ಅಕ್ರಮವಾಗಿ ಮಾರಾಟ ಮಾಡಲು ಸಂಗ್ರಹಿಸಿದ್ದ ಮದ್ಯವನ್ನು ವಶಪಡಿಸಿಕೊಂಡಿದ್ದಾರೆ. ಸುಮಾರು 22.750 ಲೀಟರ್ ಮದ್ಯ ಹಾಗೂ ಬೈಕ್ ವಶಪಡಿಸಿಕೊಂಡು ಆರೋಪಿ ವಿರುದ್ಧ ಪ್ರಕರಣ ದಾಖಲಿಸಲಾಗಿದೆ. ಅಬಕಾರಿ ನಿರೀಕ್ಷಕರು ಹಾಗೂ ಸಿಬ್ಬಂದಿ ದಾಳಿಯಲ್ಲಿ ಪಾಲ್ಗೊಂಡಿದ್ದರು.	[26, 1256, 286, 1274]
lead-body-col-3: ಬೆಂಗಳೂರು, ಸೆ.6(ಪಿಟಿಐ)-ಇನ್ಫೋಸಿಸ್ ಸ್ಪ್ರಿಂಗ್ ಬೋರ್ಡ್ ವ್ಯವಸ್ಥೆಯಡಿ 12,300 ಕೋರ್ಸ್‌ಗಳನ್ನು ಉಚಿತವಾಗಿ (ಈ ತರಗತಿಯಿಂದ ಪಿಎಚ್.ಡಿವರೆಗೆ) ವ್ಯಾಸಂಗ ಮಾಡಲು ವಿದ್ಯಾರ್ಥಿಗಳಿಗೆ ಅವಕಾಶ ದೊರೆತಿದ್ದು, ಈ ಸಂಬಂಧ ರಾಜ್ಯ ಸರ್ಕಾರ ಒಡಂಬಡಿಕೆ ಮಾಡಿಕೊಂಡಿದೆ. ಇನ್ಫೋಸಿಸ್ ಸಂಸ್ಥೆ ಹಾಗೂ ಬೆಂಗಳೂರು, ಮಂಗಳೂರು, ಮೈಸೂರು, ಕರ್ನಾಟಕ, ತುಮಕೂರು, ಗುಲ್ಬರ್ಗಾ, ಕುವೆಂಪು, ದಾವಣಗೆರೆ, ರಾಣಿ ಚೆನ್ನಮ್ಮ ವಿವಿ ಸೇರಿದಂತೆ ಎಲ್ಲಾ 24 ವಿವಿಗಳ ಕುಲಪತಿಗಳು ಒಡಂಬಡಿಕೆಗೆ ಸಹಿ ಹಾಕಿದ್ದಾರೆ. ಒಡಂಬಡಿಕೆಯಿಂದ 6ನೇ ತರಗತಿಯಿಂದ ಪಿಹೆಚ್.ಡಿವರೆಗೆ ಕಲಿಕೆ ಲಭ್ಯವಾಗಲಿದೆ. ಉನ್ನತ ಶಿಕ್ಷಣ ಸಚಿವ ಡಾ.ಸಿ.ಎನ್.ಅಶ್ವತ್ಥನಾರಾಯಣ ಮಾತನಾಡಿ, ಈ ಕೋರ್ಸ್‌ಗಳನ್ನು ಆನ್‌ಲೈನ್ ಮೂಲಕ ಪಡೆಯಬಹುದು. ಇದರ ಜೊತೆಗೆ 800ಕ್ಕೂ ಹೆಚ್ಚು ಶಿಕ್ಷಣ ಸಂಸ್ಥೆಗಳ ವಿದ್ಯಾರ್ಥಿಗಳಿಗೆ ಉದ್ಯೋಗ ಪಡೆಯಲು ನೆರವಾಗಲಿದೆ. ಸ್ಕಿಲ್ ಕನೆಕ್ಟ್ ಮೂಲಕ ವಿದ್ಯಾರ್ಥಿಗಳು ತರಬೇತಿ ಪಡೆಯಲು ಅನುಕೂಲ ಆಗಲಿದೆ ಎಂದು ತಿಳಿಸಿದರು. ಇನ್ಫೋಸಿಸ್ ಸ್ಪ್ರಿಂಗ್‌ಬೋರ್ಡ್ ಡಿಜಿಟಲ್ ವೇದಿಕೆಯು ಶಾಲಾ ಮತ್ತು ಕಾಲೇಜು ವಿದ್ಯಾರ್ಥಿಗಳಿಗೆ ಉಚಿತವಾಗಿ ಜಾವಾ, ಪೈಥಾನ್, ಸಿ ಪ್ರೋಗ್ರಾಮಿಂಗ್, ಆರ್ಟಿಫಿಶಿಯಲ್ ಇಂಟೆಲಿಜೆನ್ಸ್, ಡೇಟಾ ಸೈನ್ಸ್, ಕ್ಲೌಡ್ ಕಂಪ್ಯೂಟಿಂಗ್ ಸೇರಿದಂತೆ ಹಲವು ಕೋರ್ಸ್‌ಗಳನ್ನು ಒದಗಿಸುತ್ತದೆ. ಇದರ ಪ್ರಯೋಜನವನ್ನು ವಿದ್ಯಾರ್ಥಿಗಳು ಪಡೆದುಕೊಳ್ಳಬೇಕು ಎಂದರು. ಇನ್ಫೋಸಿಸ್ ಸಿಇಓ ಸಲೀಲ್ ಪರೇಖ್, ಕೌಶಲ್ಯಾಭಿವೃದ್ಧಿ ಸಚಿವರು ಹಾಗೂ ಉನ್ನತ ಶಿಕ್ಷಣ ಇಲಾಖೆ ಅಧಿಕಾರಿಗಳು ಉಪಸ್ಥಿತರಿದ್ದರು. ಜಗತ್ತಿನ ಯಾವುದೇ ಮೂಲೆಯಲ್ಲಿರುವ ವಿದ್ಯಾರ್ಥಿಗಳು ಈ ವೇದಿಕೆಯ ಮೂಲಕ ಕ	[594, 324, 734, 418]
column-rule	[601, 1156, 602, 1378]
photo-press-meet	[296, 832, 432, 896]
protest-photo-caption: ಕರ್ನಾಟಕ ದಲಿತ ಸಂಘರ್ಷ ಸಮಿತಿ ಕಾರ್ಯಕರ್ತರು ಜಿಲ್ಲಾಧಿಕಾರಿ ಕಚೇರಿ ಬಳಿ ಪ್ರತಿಭಟನೆ ನಡೆಸಿದರು.	[832, 468, 922, 481]
photo-arasu-honour	[24, 450, 288, 560]
lead-headline: 6ನೇ ತರಗತಿಯಿಂದ ಪಿಹೆಚ್.ಡಿವರೆಗೆ ಕಲಿಕೆ ಲಭ್ಯ	[392, 104, 826, 137]
photo-horse-checkup	[24, 650, 288, 778]
vidhana-body-col-1: ಮೈಸೂರು, ಸೆ.6 (ಪಿಎಂ)- ಕಬ್ಬಿಗೆ ನ್ಯಾಯಯುತ ಬೆಲೆ ನಿಗದಿ ಮಾಡಬೇಕು, ಹೊಸ ವಿದ್ಯುತ್ ಕಾಯ್ದೆ ವಾಪಸ್ ಪಡೆಯಬೇಕು ಸೇರಿದಂತೆ ವಿವಿಧ ಬೇಡಿಕೆಗಳ ಈಡೇರಿಕೆಗೆ ಒತ್ತಾಯಿಸಿ ಸೆ.26ರಂದು ವಿಧಾನಸೌಧ ಚಲೋ ಹಮ್ಮಿಕೊಳ್ಳಲಾಗಿದೆ ಎಂದು ರಾಜ್ಯ ಕಬ್ಬು ಬೆಳೆಗಾರರ ಸಂಘದ ಅಧ್ಯಕ್ಷ ಕುರುಬೂರು ಶಾಂತಕುಮಾರ್ ತಿಳಿಸಿದರು. ಮೈಸೂರಿನ ಪತ್ರಕರ್ತರ ಭವನದಲ್ಲಿ ಸುದ್ದಿಗೋಷ್ಠಿಯಲ್ಲಿ ಮಾತನಾಡಿದ ಅವರು, ಕಬ್ಬಿನ ಎಫ್‌ಆರ್‌ಪಿ ದರ ಪ್ರತಿ ಟನ್‌ಗೆ 3,050 ರೂ. ನಿಗದಿಪಡಿಸಲಾಗಿದೆ. ಆದರೆ ಉತ್ಪಾದನಾ ವೆಚ್ಚ ಹೆಚ್ಚಾಗಿರುವುದರಿಂದ ಕನಿಷ್ಠ 4,000 ರೂ. ನಿಗದಿ ಮಾಡಬೇಕು. ಕಾರ್ಖಾನೆಗಳು ರೈತರಿಗೆ ಬಾಕಿ ಹಣ ಪಾವತಿಸಬೇಕು. ರೈತರ ಸಾಲ ಮನ್ನಾ ಮಾಡಬೇಕು ಎಂದು ಒತ್ತಾಯಿಸಿದರು. ರಾಜ್ಯದ ವಿವಿಧ ಜಿಲ್ಲೆಗಳಿಂದ ಸಾವಿರಾರು ರೈತರು ಚಲೋದಲ್ಲಿ ಭಾಗವಹಿಸಲಿದ್ದಾರೆ. ಸರ್ಕಾರ ಬೇಡಿಕೆಗಳಿಗೆ ಸ್ಪಂದಿಸದಿದ್ದರೆ ಉಗ್ರ ಹೋರಾಟ ನಡೆಸಲಾಗುವುದು ಎಂದು ಎಚ್ಚರಿಸಿದರು. ಅತಿವೃಷ್ಟಿಯಿಂದ ಬೆಳೆ ನಷ್ಟ ಅನುಭವಿಸಿರುವ ರೈತರಿಗೆ ಸೂಕ್ತ ಪರಿಹಾರ ನೀಡಬೇಕು. ಸಂಘದ ಪದಾಧಿಕಾರಿಗಳು ಸುದ್ದಿಗೋಷ್ಠಿಯಲ್ಲಿ ಹಾಜರಿದ್ದರು.	[516, 816, 712, 866]
protest-kicker-box	[600, 428, 916, 444]
lead-subhead-bar	[450, 144, 924, 166]
madara-portrait-caption: ಆದಿಜಾಂಬವ ಪೀಠದ ಮಾದಾರ ಚೆನ್ನಯ್ಯ ಸ್ವಾಮೀಜಿ	[417, 1238, 475, 1250]
photo-mou-signing	[450, 170, 732, 320]
page-label: ಪುಟ	[28, 56, 42, 66]
land-headline-2: ಹಂಚಿಕೆ ಸರಳೀಕರಣ	[359, 466, 521, 496]
bidugade-kicker: ಖಲ್ಲಾಡ್ ಬಾನು ಸಾಮೂಹಿಕ ಅತ್ಯಾಚಾರ ಪ್ರಕರಣ	[343, 757, 459, 766]
statement-body-col-2: ಮೈಸೂರು, ಸೆ.6(ಪಿಎಂ)- ಮಾದಾರ ಚೆನ್ನಯ್ಯ ಸ್ವಾಮೀಜಿ ಅವರ ವಿರುದ್ಧ ಕೆಲವರು ನೀಡಿರುವ ಹೇಳಿಕೆ ಖಂಡನೀಯ ಎಂದು ಮಾದಿಗ ಸಮುದಾಯದ ಮುಖಂಡರು ಸುದ್ದಿಗೋಷ್ಠಿಯಲ್ಲಿ ತಿಳಿಸಿದರು. ಸ್ವಾಮೀಜಿ ಸಮುದಾಯದ ಏಳಿಗೆಗೆ ಶ್ರಮಿಸುತ್ತಿದ್ದು, ಅವರ ಬಗ್ಗೆ ಅವಹೇಳನಕಾರಿ ಹೇಳಿಕೆ ನೀಡುವುದು ಸರಿಯಲ್ಲ. ತನಿಖೆ ಪ್ರಗತಿಯಲ್ಲಿರುವಾಗ ಯಾರೂ ಅನಗತ್ಯ ಹೇಳಿಕೆ ನೀಡಬಾರದು. ಸ್ವಾಮೀಜಿ ಅವರ ವಿರುದ್ಧ ಅಪಪ್ರಚಾರ ನಿಲ್ಲಿಸಬೇಕು. ಇಲ್ಲದಿದ್ದರೆ ಪ್ರತಿಭಟನೆ ನಡೆಸಲಾಗುವುದು ಎಂದು ಎಚ್ಚರಿಸಿದರು. ಸಮುದಾಯದ ಮುಖಂಡರು ಹಾಗೂ ಪದಾಧಿಕಾರಿಗಳು ಸುದ್ದಿಗೋಷ್ಠಿಯಲ್ಲಿ ಪಾಲ್ಗೊಂಡಿದ್ದರು.	[752, 1266, 920, 1297]
divider	[294, 1090, 924, 1091]
page-number: 3	[52, 48, 69, 74]
divider	[24, 990, 288, 991]
conference-headline-1: ನಾಳೆಯಿಂದ ಟ್ರಾನ್ಸ್‌ಲೇಷನ್ ರಿಸರ್ಚ್	[78, 996, 234, 1012]
